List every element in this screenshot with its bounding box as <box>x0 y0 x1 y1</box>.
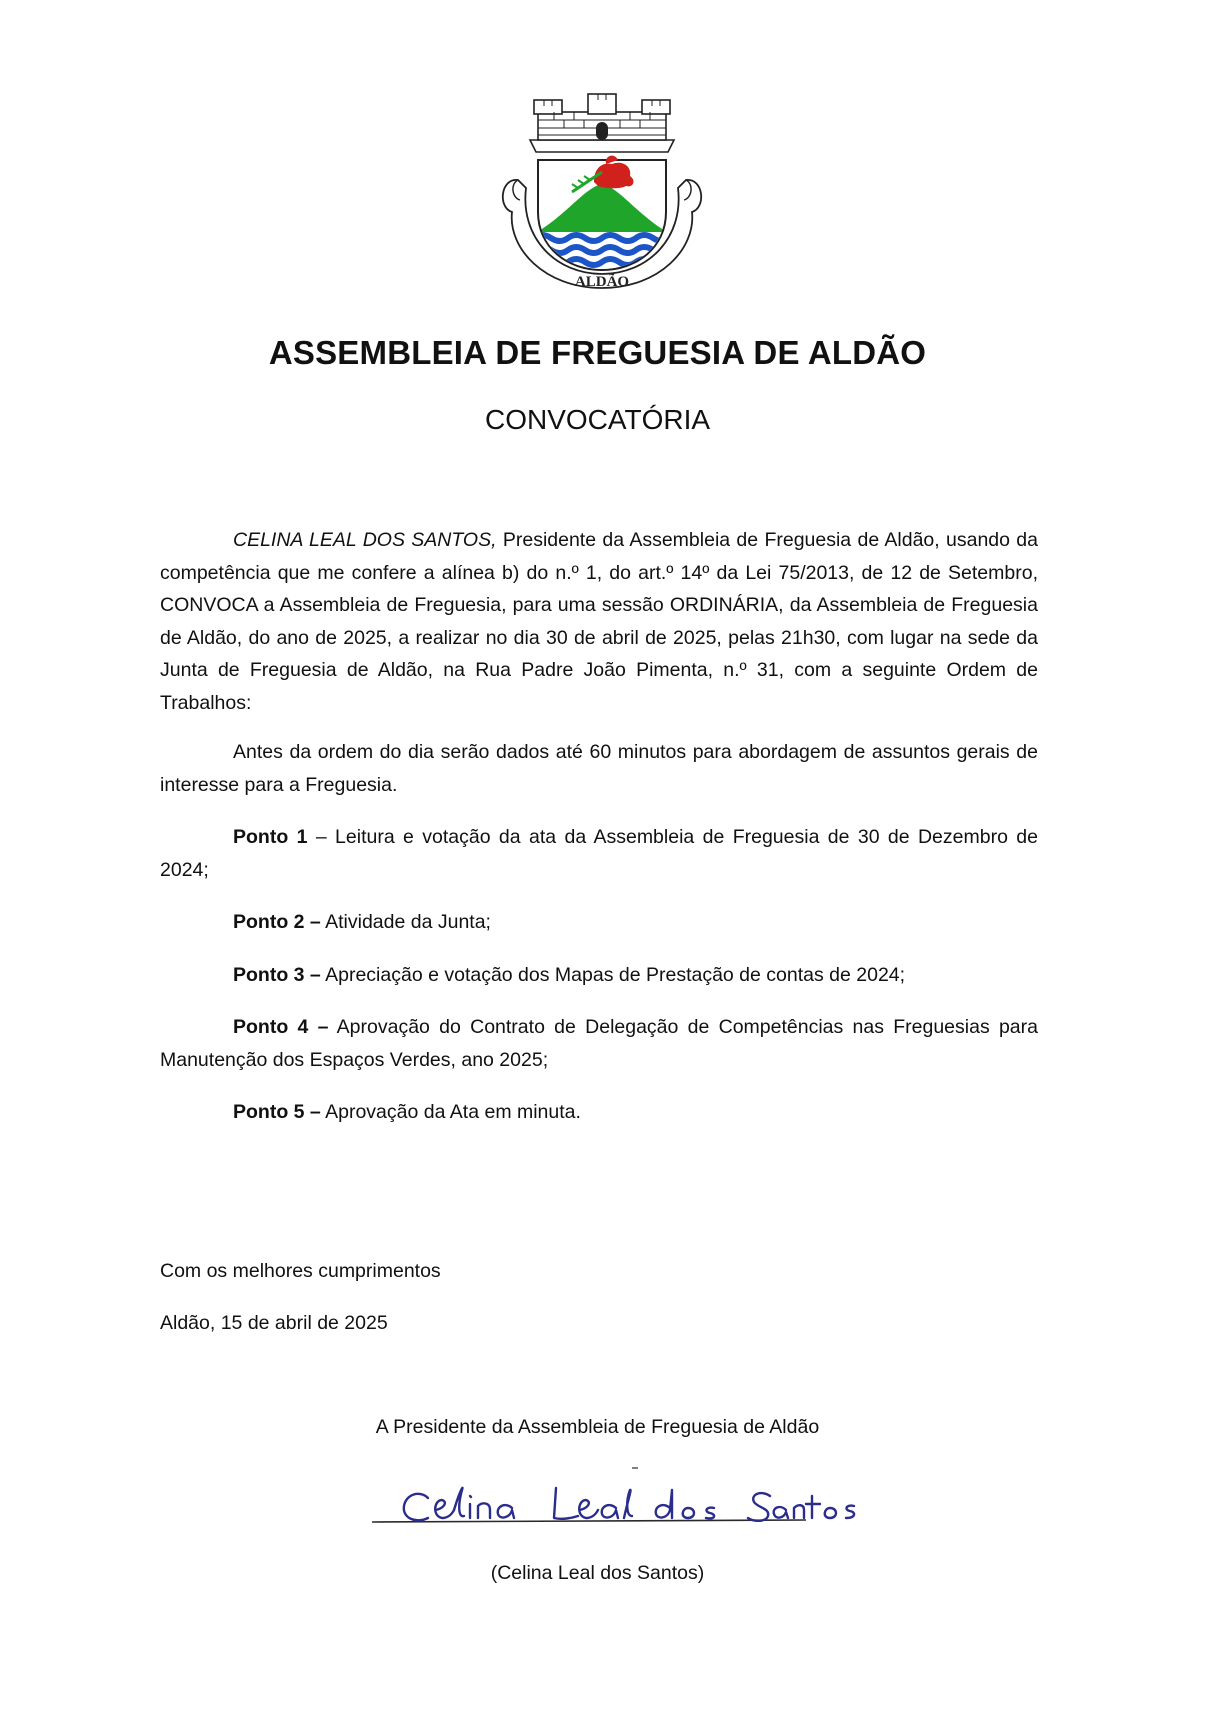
agenda-item-text: Atividade da Junta; <box>320 911 491 933</box>
agenda-item <box>160 959 1038 992</box>
pre-agenda-paragraph: Antes da ordem do dia serão dados até 60 minutos para abordagem de assuntos gerais de interesse para a Freguesia. <box>160 741 1038 796</box>
agenda-item-text: – Leitura e votação da ata da Assembleia de Freguesia de 30 de Dezembro de 2024; <box>160 826 1038 881</box>
intro-text: Presidente da Assembleia de Freguesia de Aldão, usando da competência que me confere a alínea b) do n.º 1, do art.º 14º da Lei 75/2013, de 12 de Setembro, CONVOCA a Assembleia de Freguesia, para uma sessão ORDINÁRIA, da Assembleia de Freguesia de Aldão, do ano de 2025, a realizar no dia 30 de abril de 2025, pelas 21h30, com lugar na sede da Junta de Freguesia de Aldão, na Rua Padre João Pimenta, n.º 31, com a seguinte Ordem de Trabalhos: <box>160 529 1038 714</box>
agenda-item-label: Ponto 4 – <box>233 1016 329 1038</box>
document-body <box>160 524 1038 1129</box>
agenda-item-label: Ponto 3 – <box>233 963 321 986</box>
closing-line: Com os melhores cumprimentos <box>160 1260 441 1282</box>
document-title: ASSEMBLEIA DE FREGUESIA DE ALDÃO <box>268 334 927 371</box>
coat-of-arms-logo <box>498 88 706 300</box>
signer-name: (Celina Leal dos Santos) <box>490 1562 705 1584</box>
agenda-item <box>160 1011 1038 1076</box>
handwritten-signature <box>366 1460 866 1540</box>
place-date: Aldão, 15 de abril de 2025 <box>160 1312 388 1334</box>
agenda-item-label: Ponto 5 – <box>233 1101 321 1123</box>
agenda-item <box>160 821 1038 886</box>
agenda-item-text: Aprovação do Contrato de Delegação de Competências nas Freguesias para Manutenção dos Espaços Verdes, ano 2025; <box>160 1016 1038 1071</box>
signer-role: A Presidente da Assembleia de Freguesia de Aldão <box>375 1416 820 1438</box>
agenda-item-text: Apreciação e votação dos Mapas de Prestação de contas de 2024; <box>320 963 906 986</box>
agenda-item <box>160 906 1038 939</box>
agenda-item <box>160 1096 1038 1129</box>
president-name: CELINA LEAL DOS SANTOS, <box>233 529 497 551</box>
document-subtitle: CONVOCATÓRIA <box>484 404 711 435</box>
intro-paragraph <box>160 524 1038 719</box>
crest-label: ALDÃO <box>574 274 630 290</box>
agenda-item-label: Ponto 1 <box>233 826 308 848</box>
agenda-item-label: Ponto 2 – <box>233 911 321 933</box>
agenda-item-text: Aprovação da Ata em minuta. <box>320 1101 581 1123</box>
